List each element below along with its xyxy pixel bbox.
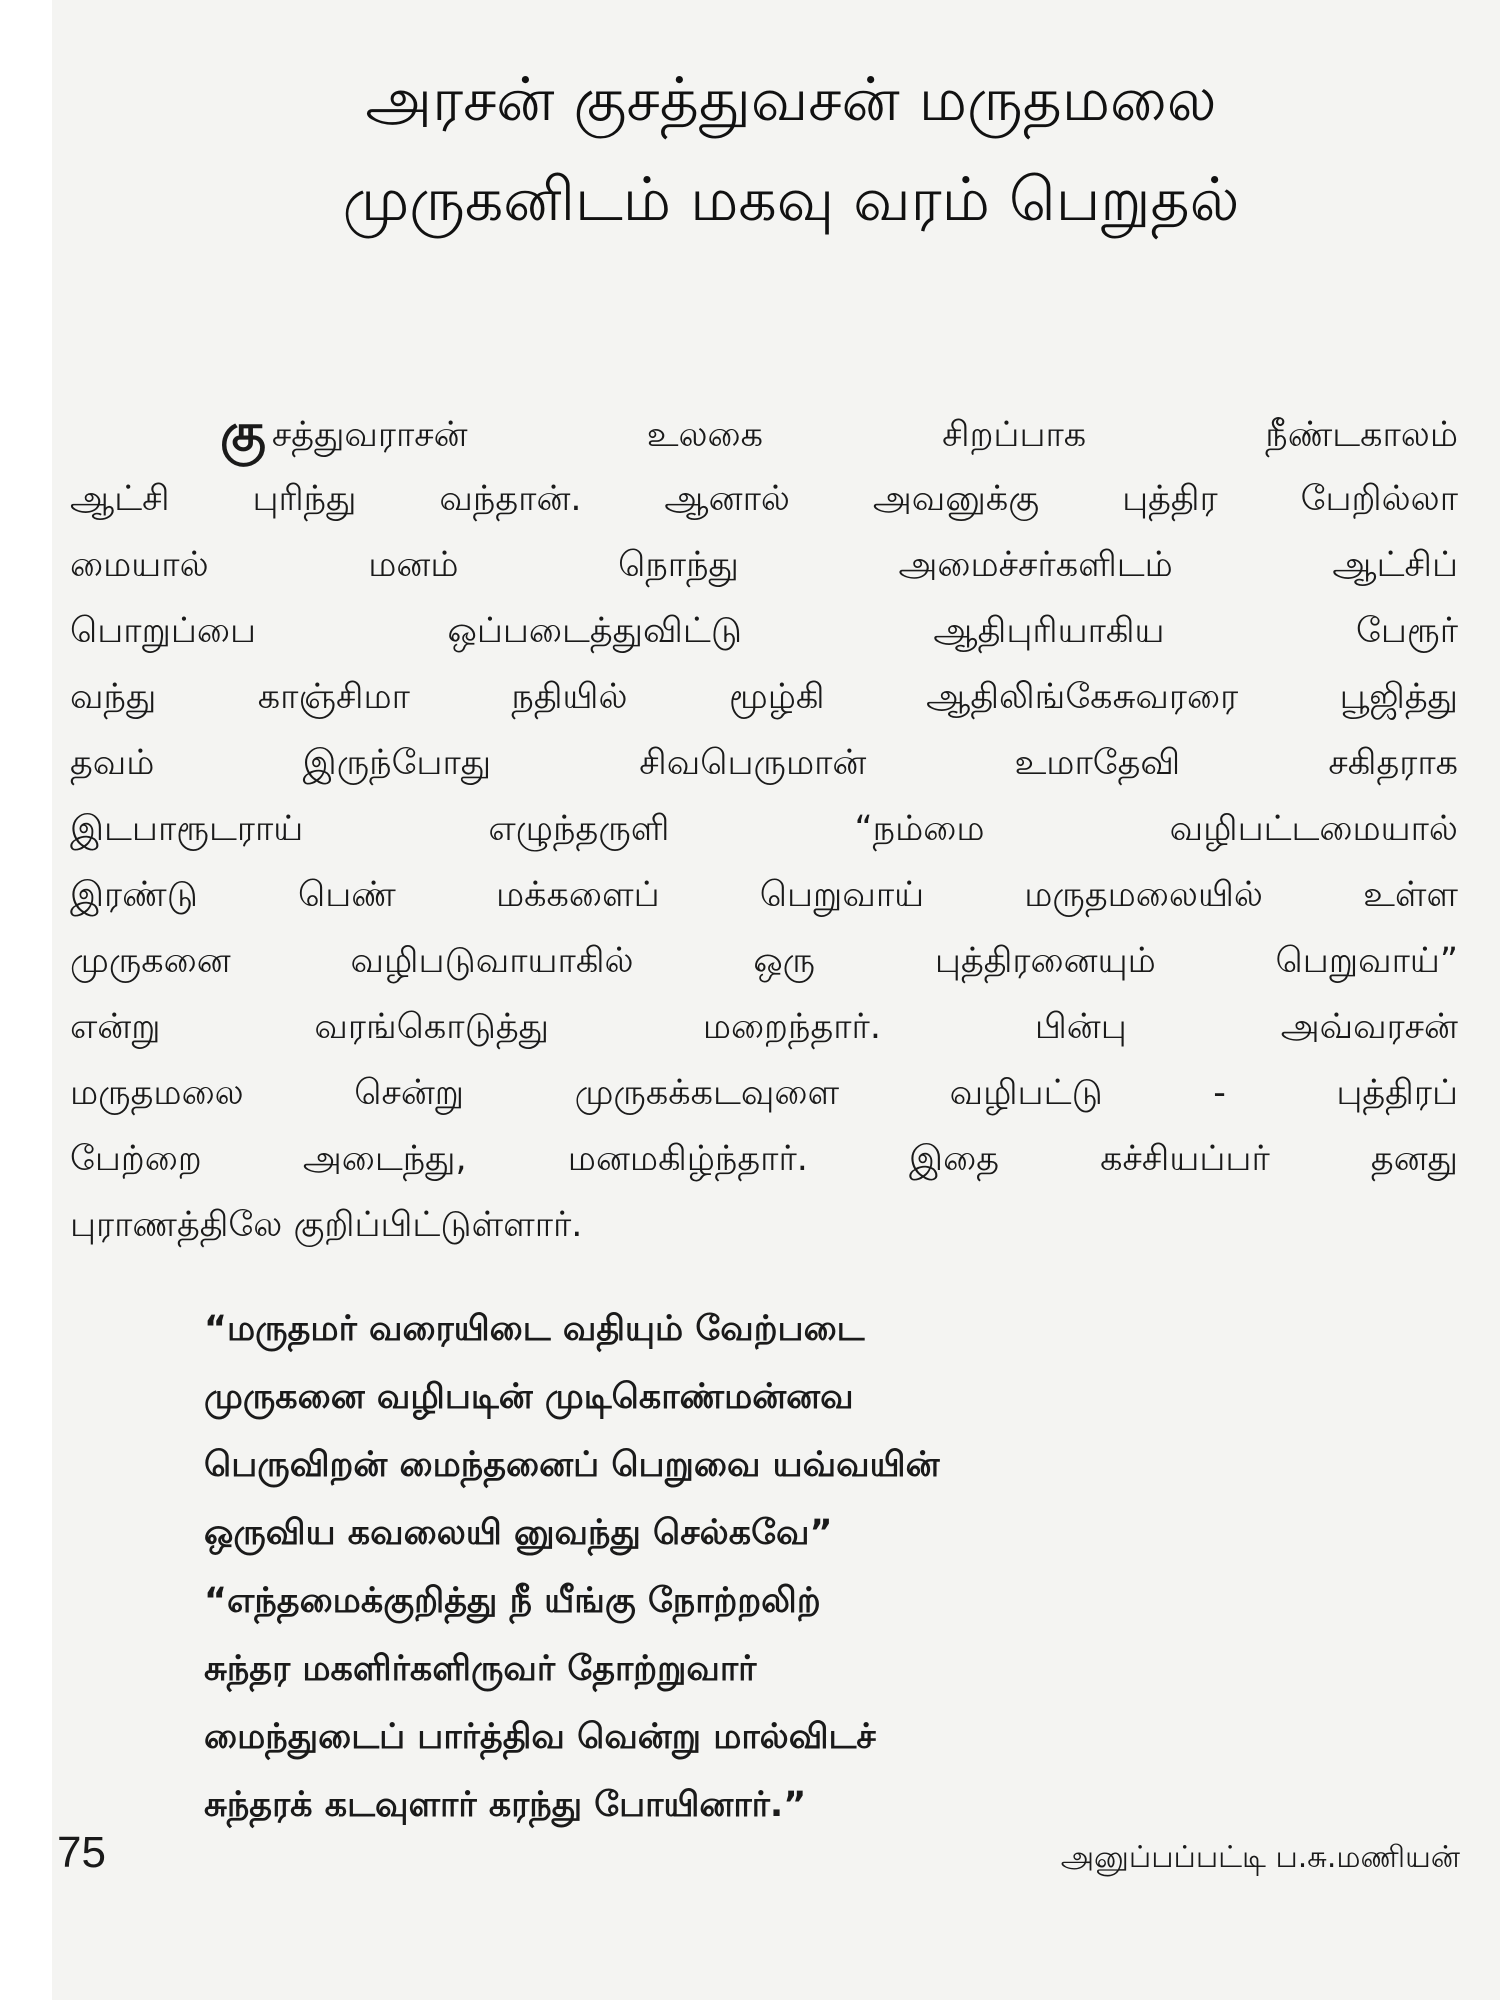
paragraph-line: புராணத்திலே குறிப்பிட்டுள்ளார்.	[70, 1205, 583, 1245]
verse-line: முருகனை வழிபடின் முடிகொண்மன்னவ	[204, 1377, 854, 1417]
body-paragraph	[70, 400, 1458, 1258]
verse-line: “மருதமர் வரையிடை வதியும் வேற்படை	[204, 1309, 865, 1349]
paragraph-line: ஆட்சி புரிந்து வந்தான். ஆனால் அவனுக்கு புத்திர பேறில்லா	[70, 479, 1458, 519]
book-page	[52, 0, 1500, 2000]
paragraph-line: மையால் மனம் நொந்து அமைச்சர்களிடம் ஆட்சிப்	[70, 545, 1458, 585]
paragraph-line: பேற்றை அடைந்து, மனமகிழ்ந்தார். இதை கச்சியப்பர் தனது	[70, 1139, 1458, 1179]
title-line-2: முருகனிடம் மகவு வரம் பெறுதல்	[342, 165, 1240, 235]
page-number: 75	[57, 1828, 106, 1877]
paragraph-line: இரண்டு பெண் மக்களைப் பெறுவாய் மருதமலையில் உள்ள	[70, 875, 1458, 915]
verse-line: சுந்தரக் கடவுளார் கரந்து போயினார்.”	[204, 1785, 807, 1825]
paragraph-line: என்று வரங்கொடுத்து மறைந்தார். பின்பு அவ்வரசன்	[70, 1007, 1458, 1047]
scan-margin	[0, 0, 52, 2000]
verse-line: சுந்தர மகளிர்களிருவர் தோற்றுவார்	[204, 1649, 757, 1689]
paragraph-line-text: சத்துவராசன் உலகை சிறப்பாக நீண்டகாலம்	[271, 415, 1458, 455]
verse-line: மைந்துடைப் பார்த்திவ வென்று மால்விடச்	[204, 1717, 876, 1757]
verse-line: ஒருவிய கவலையி னுவந்து செல்கவே”	[204, 1513, 833, 1553]
paragraph-line: இடபாரூடராய் எழுந்தருளி “நம்மை வழிபட்டமையால்	[70, 809, 1458, 849]
paragraph-line: மருதமலை சென்று முருகக்கடவுளை வழிபட்டு - புத்திரப்	[70, 1073, 1458, 1113]
drop-cap: கு	[220, 403, 266, 463]
verse-line: பெருவிறன் மைந்தனைப் பெறுவை யவ்வயின்	[204, 1445, 940, 1485]
paragraph-line: பொறுப்பை ஒப்படைத்துவிட்டு ஆதிபுரியாகிய பேரூர்	[70, 611, 1458, 651]
paragraph-line: வந்து காஞ்சிமா நதியில் மூழ்கி ஆதிலிங்கேசுவரரை பூஜித்து	[70, 677, 1458, 717]
author-name: அனுப்பப்பட்டி ப.சு.மணியன்	[1060, 1840, 1460, 1875]
chapter-title	[122, 50, 1460, 250]
verse-line: “எந்தமைக்குறித்து நீ யீங்கு நோற்றலிற்	[204, 1581, 821, 1621]
paragraph-line: முருகனை வழிபடுவாயாகில் ஒரு புத்திரனையும் பெறுவாய்”	[70, 941, 1458, 981]
title-line-1: அரசன் குசத்துவசன் மருதமலை	[365, 65, 1217, 135]
verse-quote	[204, 1295, 940, 1839]
paragraph-line: தவம் இருந்போது சிவபெருமான் உமாதேவி சகிதராக	[70, 743, 1458, 783]
paragraph-line	[70, 400, 1458, 466]
